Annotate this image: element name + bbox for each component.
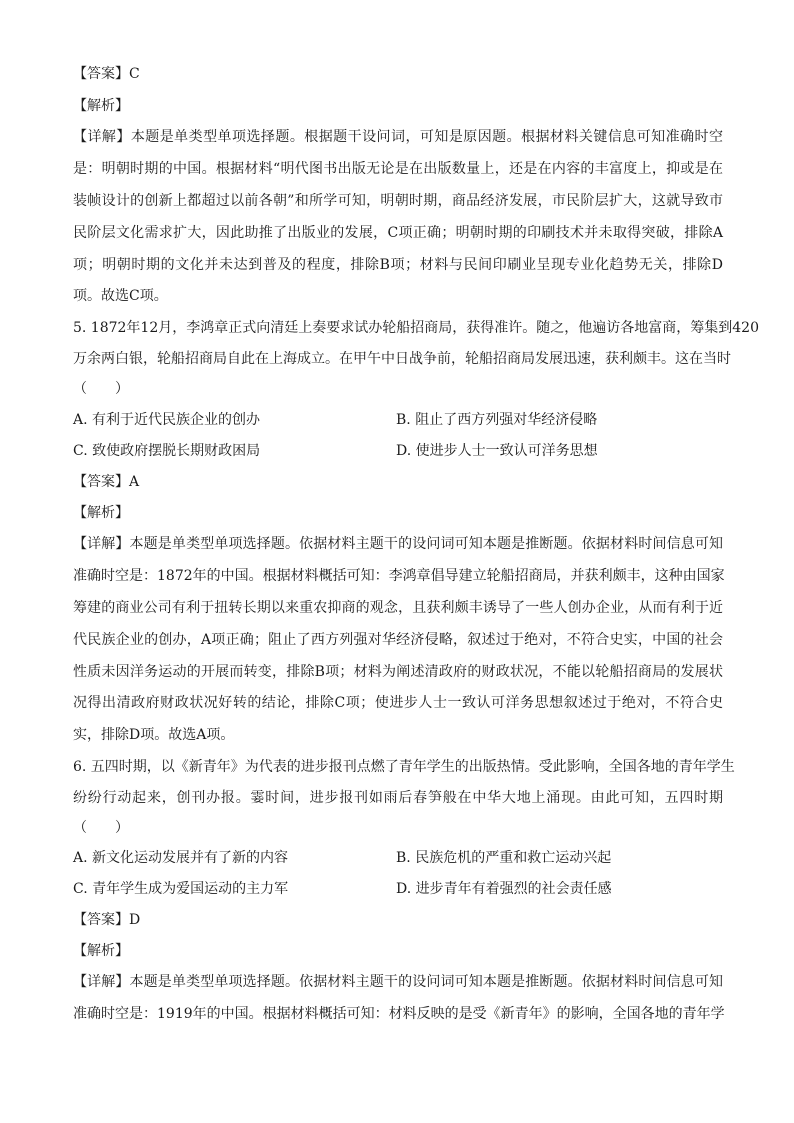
detail-line: 【详解】本题是单类型单项选择题。依据材料主题干的设问词可知本题是推断题。依据材料时间信息可知	[73, 974, 723, 990]
detail-line: 况得出清政府财政状况好转的结论，排除C项；使进步人士一致认可洋务思想叙述过于绝对，不符合史	[73, 695, 723, 711]
question-stem-line: 纷纷行动起来，创刊办报。霎时间，进步报刊如雨后春笋般在中华大地上涌现。由此可知，五四时期	[73, 790, 723, 806]
detail-line: 筹建的商业公司有利于扭转长期以来重农抑商的观念，且获利颇丰诱导了一些人创办企业，从而有利于近	[73, 600, 723, 616]
analysis-label: 【解析】	[73, 505, 129, 521]
detail-line: 准确时空是：1872年的中国。根据材料概括可知：李鸿章倡导建立轮船招商局，并获利颇丰，这种由国家	[73, 568, 725, 584]
question-stem-line: 万余两白银，轮船招商局自此在上海成立。在甲午中日战争前，轮船招商局发展迅速，获利颇丰。这在当时	[73, 351, 731, 367]
option-d: D. 进步青年有着强烈的社会责任感	[396, 881, 612, 897]
answer-label: 【答案】D	[73, 912, 141, 928]
detail-line: 实，排除D项。故选A项。	[73, 727, 235, 743]
detail-line: 性质未因洋务运动的开展而转变，排除B项；材料为阐述清政府的财政状况，不能以轮船招商局的发展状	[73, 664, 723, 680]
option-c: C. 青年学生成为爱国运动的主力军	[73, 881, 289, 897]
answer-blank: （ ）	[73, 381, 129, 397]
answer-label: 【答案】C	[73, 66, 140, 82]
analysis-label: 【解析】	[73, 98, 129, 114]
answer-label: 【答案】A	[73, 474, 140, 490]
question-stem-line: 5. 1872年12月，李鸿章正式向清廷上奏要求试办轮船招商局，获得准许。随之，他遍访各地富商，筹集到420	[73, 320, 759, 336]
option-b: B. 民族危机的严重和救亡运动兴起	[396, 850, 612, 866]
answer-blank: （ ）	[73, 820, 129, 836]
option-d: D. 使进步人士一致认可洋务思想	[396, 443, 598, 459]
option-a: A. 有利于近代民族企业的创办	[73, 412, 261, 428]
analysis-label: 【解析】	[73, 943, 129, 959]
question-stem-line: 6. 五四时期，以《新青年》为代表的进步报刊点燃了青年学生的出版热情。受此影响，全国各地的青年学生	[73, 759, 735, 775]
option-b: B. 阻止了西方列强对华经济侵略	[396, 412, 598, 428]
option-a: A. 新文化运动发展并有了新的内容	[73, 850, 289, 866]
option-c: C. 致使政府摆脱长期财政困局	[73, 443, 261, 459]
detail-line: 准确时空是：1919年的中国。根据材料概括可知：材料反映的是受《新青年》的影响，全国各地的青年学	[73, 1006, 725, 1022]
detail-line: 代民族企业的创办，A项正确；阻止了西方列强对华经济侵略，叙述过于绝对，不符合史实，中国的社会	[73, 632, 723, 648]
detail-line: 是：明朝时期的中国。根据材料“明代图书出版无论是在出版数量上，还是在内容的丰富度上，抑或是在	[73, 161, 723, 177]
detail-line: 【详解】本题是单类型单项选择题。依据材料主题干的设问词可知本题是推断题。依据材料时间信息可知	[73, 536, 723, 552]
detail-line: 项。故选C项。	[73, 288, 168, 304]
detail-line: 项；明朝时期的文化并未达到普及的程度，排除B项；材料与民间印刷业呈现专业化趋势无关，排除D	[73, 257, 723, 273]
detail-line: 民阶层文化需求扩大，因此助推了出版业的发展，C项正确；明朝时期的印刷技术并未取得突破，排除A	[73, 225, 723, 241]
detail-line: 装帧设计的创新上都超过以前各朝”和所学可知，明朝时期，商品经济发展，市民阶层扩大，这就导致市	[73, 193, 723, 209]
detail-line: 【详解】本题是单类型单项选择题。根据题干设问词，可知是原因题。根据材料关键信息可知准确时空	[73, 129, 723, 145]
